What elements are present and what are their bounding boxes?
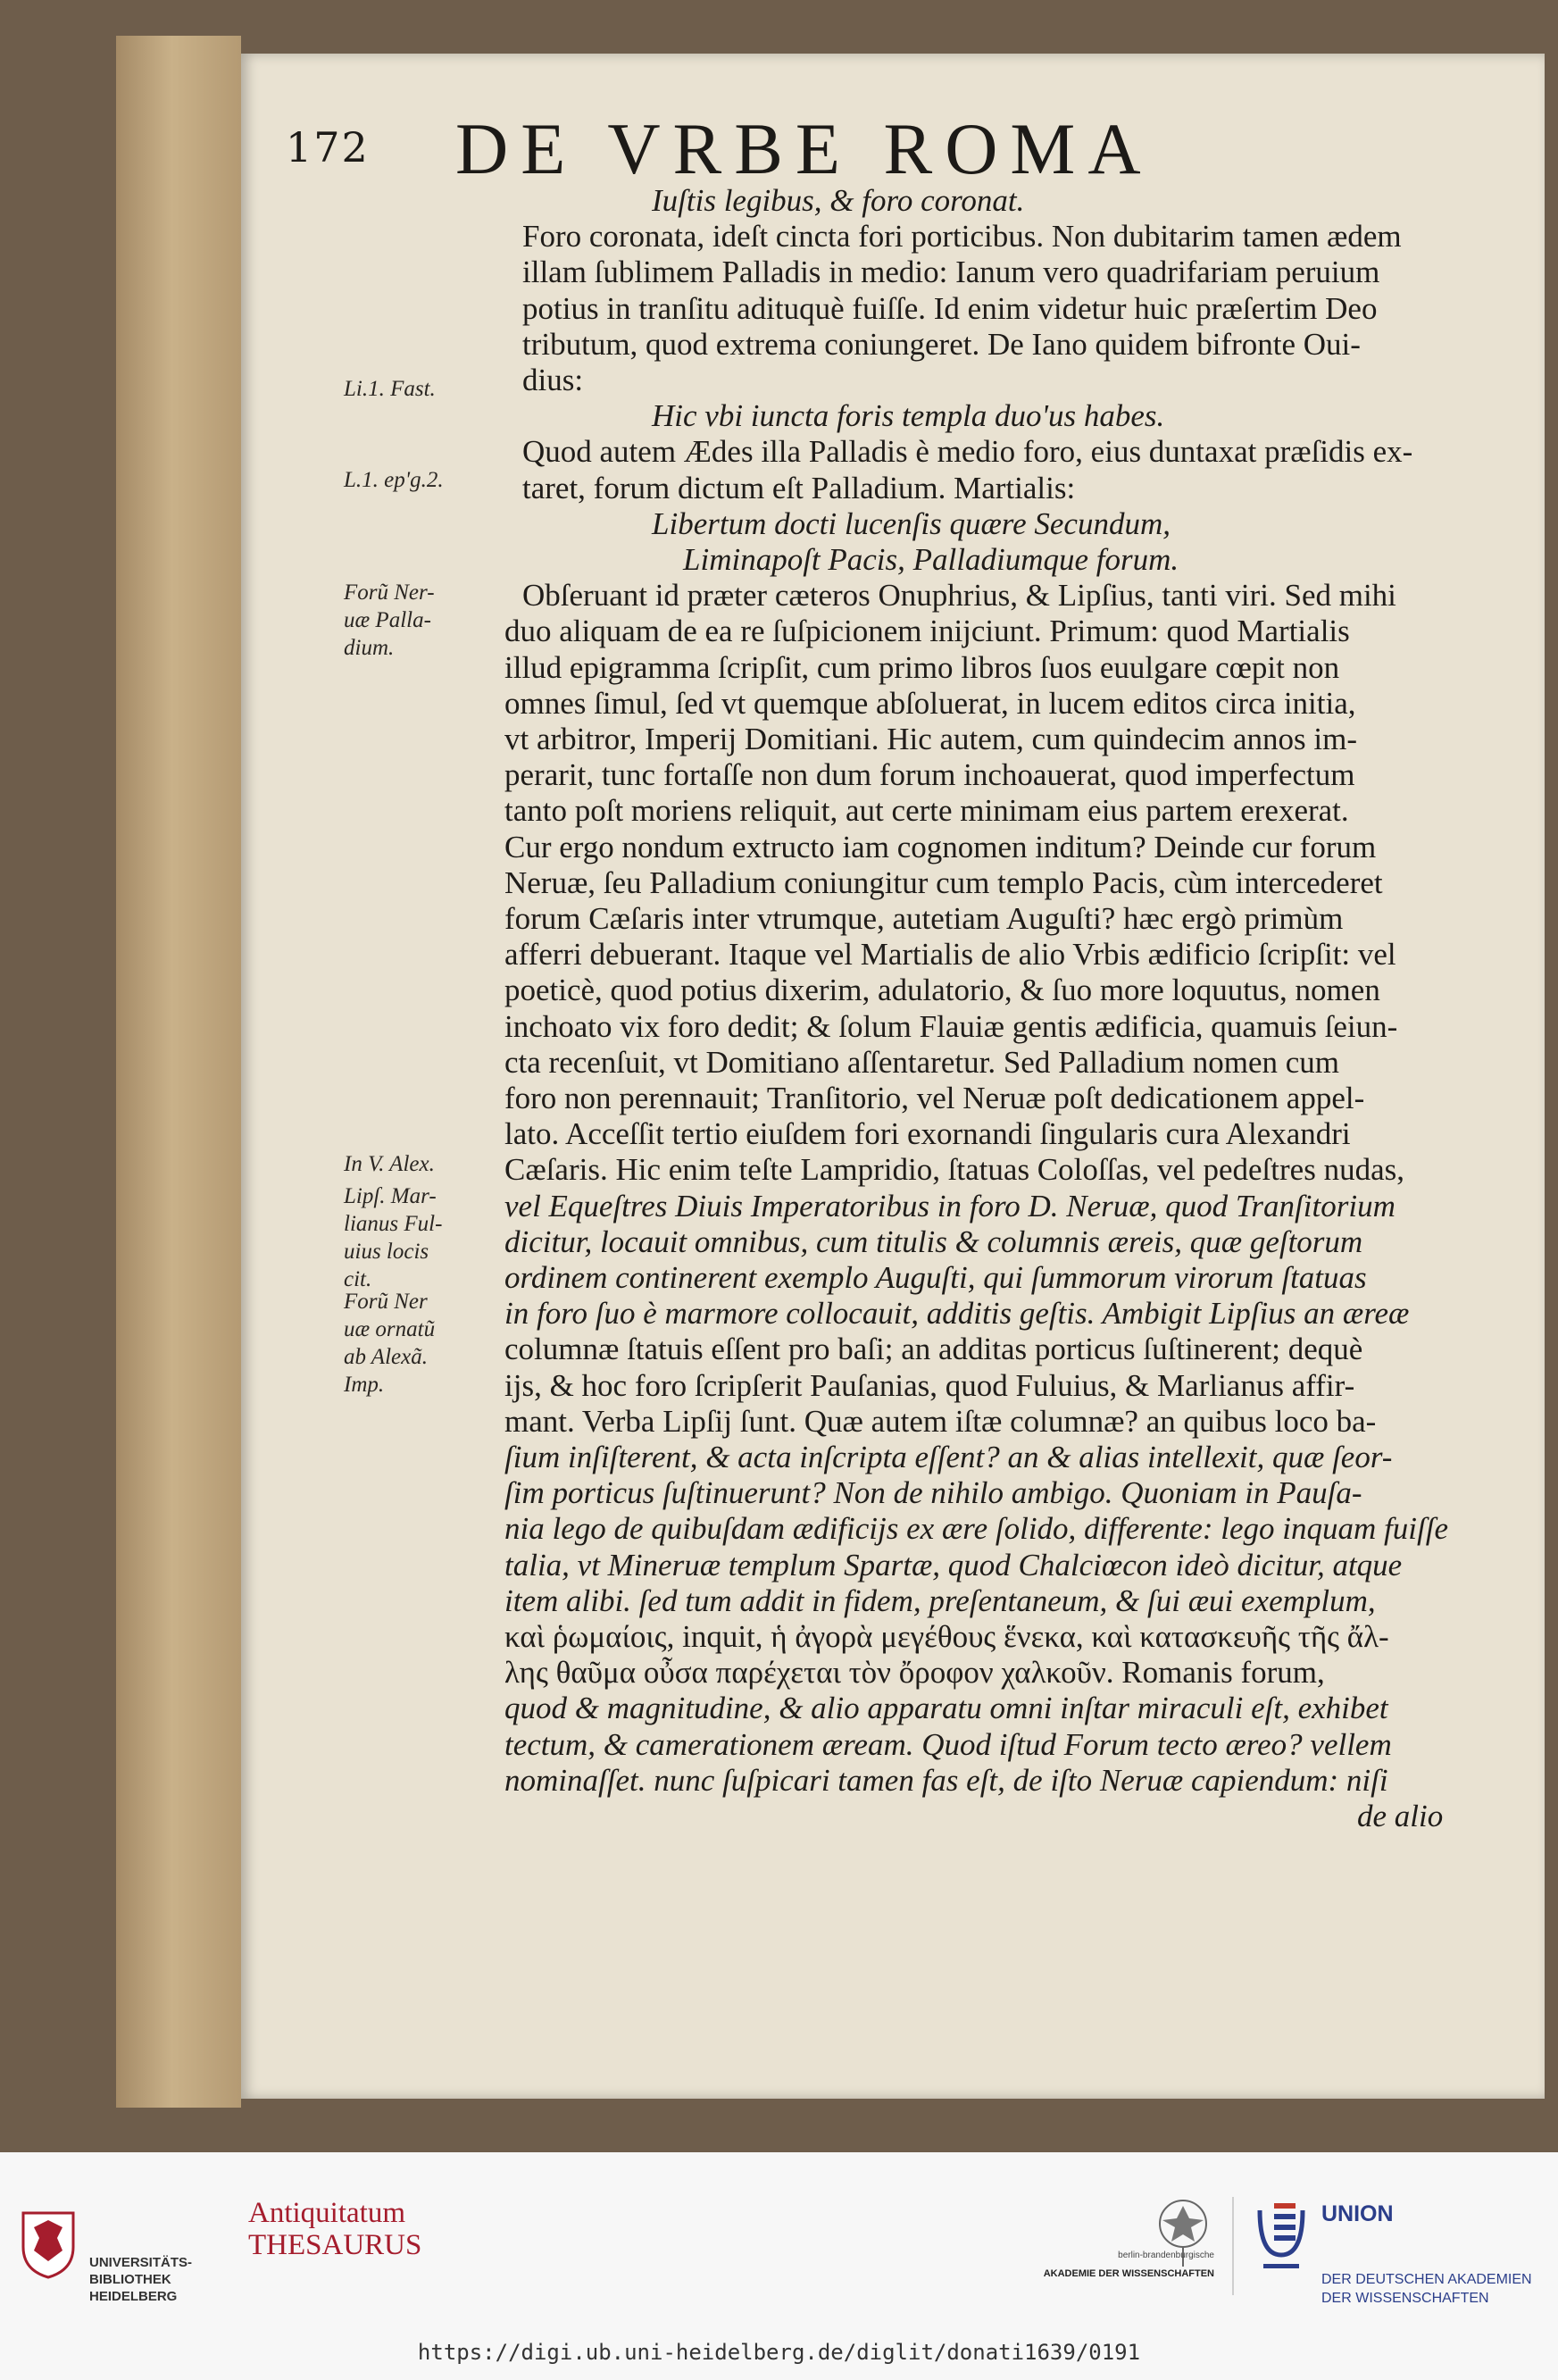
text-line: ſium inſiſterent, & acta inſcripta eſſent? an & alias intellexit, quæ ſeor- (504, 1440, 1393, 1474)
main-text-block (504, 183, 1504, 1853)
text-line: illud epigramma ſcripſit, cum primo libros ſuos euulgare cœpit non (504, 649, 1340, 685)
text-line: mant. Verba Lipſij ſunt. Quæ autem iſtæ columnæ? an quibus loco ba- (504, 1403, 1377, 1439)
text-line: quod & magnitudine, & alio apparatu omni inſtar miraculi eſt, exhibet (504, 1691, 1388, 1726)
page-number: 172 (286, 123, 370, 171)
footer-divider (1232, 2197, 1234, 2295)
text-line: talia, vt Mineruæ templum Spartæ, quod Chalciœcon ideò dicitur, atque (504, 1547, 1403, 1582)
bbaw-name: AKADEMIE DER WISSENSCHAFTEN (1043, 2268, 1214, 2279)
union-subtitle: DER DEUTSCHEN AKADEMIEN DER WISSENSCHAFTEN (1321, 2272, 1532, 2306)
text-line: perarit, tunc fortaſſe non dum forum inchoauerat, quod imperfectum (504, 757, 1355, 793)
text-line: Quod autem Ædes illa Palladis è medio foro, eius duntaxat præſidis ex- (522, 434, 1413, 470)
text-line: Neruæ, ſeu Palladium coniungitur cum templo Pacis, cùm intercederet (504, 864, 1383, 900)
bbaw-logo[interactable] (1018, 2197, 1214, 2313)
text-line: tectum, & camerationem æream. Quod iſtud Forum tecto æreo? vellem (504, 1726, 1392, 1762)
text-line: Cur ergo nondum extructo iam cognomen inditum? Deinde cur forum (504, 829, 1377, 864)
margin-note: Forũ Ner uæ ornatũ ab Alexã. Imp. (344, 1290, 436, 1397)
text-line: forum Cæſaris inter vtrumque, autetiam Auguſti? hæc ergò primùm (504, 901, 1344, 936)
text-line: taret, forum dictum eſt Palladium. Martialis: (522, 470, 1076, 505)
text-line: nia lego de quibuſdam ædificijs ex ære ſolido, differente: lego inquam fuiſſe (504, 1511, 1448, 1547)
text-line: cta recenſuit, vt Domitiano aſſentaretur. Sed Palladium nomen cum (504, 1044, 1340, 1080)
text-line: de alio (1357, 1799, 1444, 1833)
text-line: nominaſſet. nunc ſuſpicari tamen fas eſt, de iſto Neruæ capiendum: niſi (504, 1762, 1388, 1798)
text-line: potius in tranſitu adituquè fuiſſe. Id enim videtur huic præſertim Deo (522, 290, 1378, 326)
union-title: UNION (1321, 2201, 1394, 2226)
permalink-url[interactable]: https://digi.ub.uni-heidelberg.de/diglit/donati1639/0191 (417, 2340, 1141, 2365)
text-line: λης θαῦμα οὖσα παρέχεται τὸν ὄροφον χαλκοῦν. Romanis forum, (504, 1655, 1325, 1691)
margin-note: Lipſ. Mar- lianus Ful- uius locis cit. (344, 1184, 443, 1291)
text-line: poeticè, quod potius dixerim, adulatorio, & ſuo more loquutus, nomen (504, 973, 1380, 1008)
text-line: Iuſtis legibus, & foro coronat. (652, 183, 1025, 218)
text-line: vt arbitror, Imperij Domitiani. Hic autem, cum quindecim annos im- (504, 722, 1358, 756)
bbaw-small-text: berlin-brandenburgische (1118, 2251, 1214, 2260)
thesaurus-line: THESAURUS (248, 2229, 422, 2261)
text-line: Foro coronata, ideſt cincta fori porticibus. Non dubitarim tamen ædem (522, 219, 1402, 255)
text-line: Cæſaris. Hic enim teſte Lampridio, ſtatuas Coloſſas, vel pedeſtres nudas, (504, 1152, 1404, 1188)
text-line: inchoato vix foro dedit; & ſolum Flauiæ gentis ædificia, quamuis ſeiun- (504, 1008, 1398, 1044)
text-line: lato. Acceſſit tertio eiuſdem fori exornandi ſingularis cura Alexandri (504, 1116, 1351, 1152)
margin-note: L.1. ep'g.2. (344, 468, 444, 492)
heidelberg-library-logo[interactable] (18, 2204, 196, 2304)
thesaurus-line: Antiquitatum (248, 2197, 405, 2229)
text-line: in foro ſuo è marmore collocauit, additis geſtis. Ambigit Lipſius an æreæ (504, 1296, 1410, 1332)
text-line: Liminapoſt Pacis, Palladiumque forum. (683, 542, 1179, 577)
union-academies-logo[interactable] (1254, 2201, 1549, 2306)
text-line: Obſeruant id præter cæteros Onuphrius, & Lipſius, tanti viri. Sed mihi (522, 578, 1396, 614)
text-line: καὶ ῥωμαίοις, inquit, ἡ ἀγορὰ μεγέθους ἕνεκα, καὶ κατασκευῆς τῆς ἄλ- (504, 1619, 1389, 1654)
text-line: ordinem continerent exemplo Auguſti, qui ſummorum virorum ſtatuas (504, 1260, 1367, 1295)
text-line: Hic vbi iuncta foris templa duo'us habes. (652, 398, 1165, 434)
heidelberg-library-name: UNIVERSITÄTS- BIBLIOTHEK HEIDELBERG (89, 2255, 193, 2304)
book-page-edges (116, 36, 241, 2108)
text-line: afferri debuerant. Itaque vel Martialis de alio Vrbis ædificio ſcripſit: vel (504, 937, 1396, 973)
text-line: item alibi. ſed tum addit in fidem, preſentaneum, & ſui æui exemplum, (504, 1582, 1376, 1618)
text-line: dius: (522, 363, 584, 397)
union-columns-icon (1254, 2201, 1308, 2295)
margin-note: In V. Alex. (344, 1152, 435, 1176)
text-line: ijs, & hoc foro ſcripſerit Pauſanias, quod Fuluius, & Marlianus affir- (504, 1367, 1355, 1403)
running-title: DE VRBE ROMA (455, 108, 1154, 189)
footer-bar (0, 2152, 1558, 2380)
text-line: illam ſublimem Palladis in medio: Ianum vero quadrifariam peruium (522, 255, 1380, 290)
text-line: tributum, quod extrema coniungeret. De Iano quidem bifronte Oui- (522, 326, 1361, 362)
text-line: Libertum docti lucenſis quære Secundum, (652, 505, 1171, 541)
text-line: duo aliquam de ea re ſuſpicionem inijciunt. Primum: quod Martialis (504, 614, 1350, 649)
text-line: vel Equeſtres Diuis Imperatoribus in foro D. Neruæ, quod Tranſitorium (504, 1188, 1396, 1223)
text-line: omnes ſimul, ſed vt quemque abſoluerat, in lucem editos circa initia, (504, 685, 1356, 721)
text-line: dicitur, locauit omnibus, cum titulis & columnis æreis, quæ geſtorum (504, 1223, 1363, 1259)
text-line: tanto poſt moriens reliquit, aut certe minimam eius partem erexerat. (504, 793, 1349, 829)
text-line: columnæ ſtatuis eſſent pro baſi; an additas porticus ſuſtinerent; dequè (504, 1332, 1363, 1367)
running-head (286, 80, 1357, 196)
margin-note: Li.1. Fast. (344, 377, 436, 401)
margin-note: Forũ Ner- uæ Palla- dium. (344, 580, 435, 660)
antiquitatum-thesaurus-logo[interactable] (248, 2197, 421, 2261)
heidelberg-crest-icon (18, 2211, 79, 2279)
text-line: ſim porticus ſuſtinuerunt? Non de nihilo ambigo. Quoniam in Pauſa- (504, 1475, 1362, 1511)
text-line: foro non perennauit; Tranſitorio, vel Neruæ poſt dedicationem appel- (504, 1081, 1365, 1115)
